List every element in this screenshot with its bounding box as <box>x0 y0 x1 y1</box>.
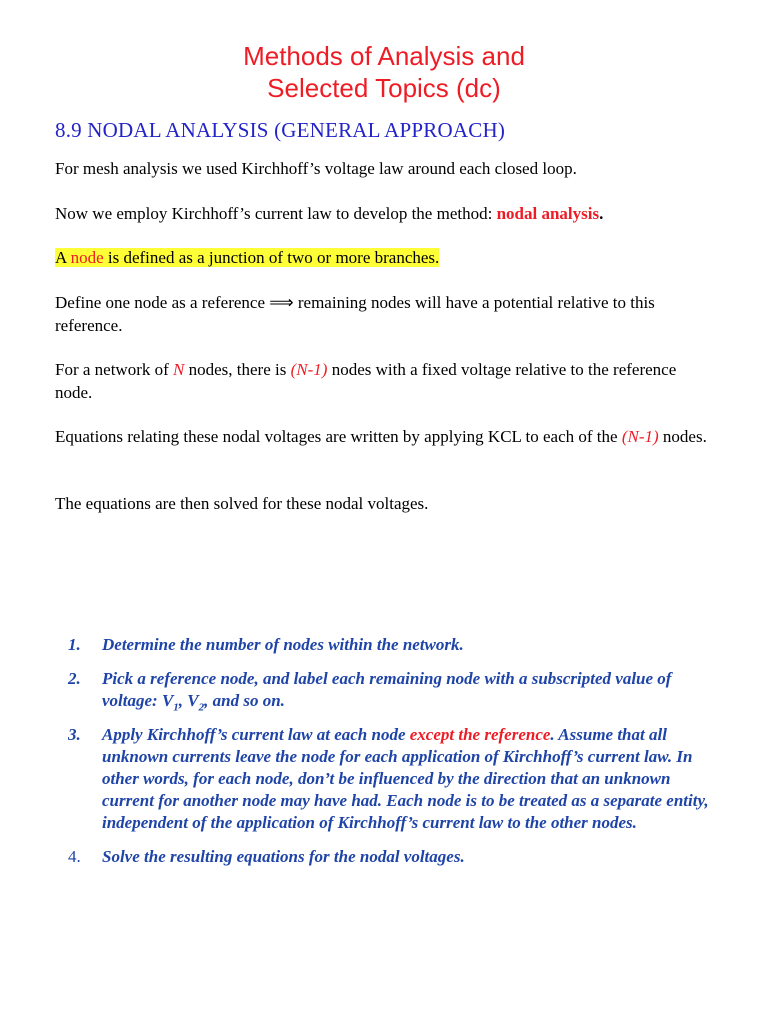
n-symbol: N <box>173 360 185 379</box>
step-2-sub-2: 2 <box>198 701 205 714</box>
paragraph-kcl <box>55 202 715 225</box>
n-minus-1-symbol: (N-1) <box>290 360 328 379</box>
equations-prefix: Equations relating these nodal voltages are written by applying KCL to each of the <box>55 427 622 446</box>
paragraph-node-definition <box>55 246 715 269</box>
paragraph-reference-node: Define one node as a reference ⟹ remaining nodes will have a potential relative to this reference. <box>55 293 655 335</box>
paragraph-kcl-period: . <box>599 204 604 223</box>
step-3-text-suffix: . Assume that all unknown currents leave the node for each application of Kirchhoff’s current law. In other words, for each node, don’t be influenced by the direction that an unknown current for another node may have had. Each node is to be treated as a separate entity, independent of the application of Kirchhoff’s current law to the other nodes. <box>102 725 709 832</box>
step-3-number: 3. <box>68 725 81 744</box>
step-1-number: 1. <box>68 635 81 654</box>
step-2-sub-1: 1 <box>173 701 179 714</box>
step-4-number: 4. <box>68 847 81 866</box>
network-nodes-mid: nodes, there is <box>184 360 291 379</box>
step-1 <box>68 634 718 656</box>
step-3 <box>68 724 718 834</box>
paragraph-network-nodes <box>55 358 715 404</box>
step-2-text-mid: , V <box>178 691 199 710</box>
page-title-line-1: Methods of Analysis and <box>243 41 525 71</box>
step-3-emphasis: except the reference <box>409 725 551 744</box>
section-heading: 8.9 NODAL ANALYSIS (GENERAL APPROACH) <box>55 118 506 142</box>
page-title-line-2: Selected Topics (dc) <box>267 73 501 103</box>
paragraph-mesh-analysis: For mesh analysis we used Kirchhoff’s voltage law around each closed loop. <box>55 159 577 178</box>
nodal-analysis-term: nodal analysis <box>496 204 600 223</box>
n-minus-1-symbol-2: (N-1) <box>621 427 659 446</box>
node-term: node <box>70 248 104 267</box>
step-2-text-prefix: Pick a reference node, and label each remaining node with a subscripted value of voltage: V <box>102 669 672 710</box>
step-4-text: Solve the resulting equations for the nodal voltages. <box>102 847 465 866</box>
network-nodes-suffix: nodes with a fixed voltage relative to the reference node. <box>55 360 677 402</box>
procedure-steps <box>68 634 718 880</box>
equations-suffix: nodes. <box>658 427 707 446</box>
step-2-number: 2. <box>68 669 81 688</box>
step-4 <box>68 846 718 868</box>
paragraph-equations-kcl <box>55 425 715 448</box>
paragraph-kcl-text: Now we employ Kirchhoff’s current law to develop the method: <box>55 204 497 223</box>
step-3-text-prefix: Apply Kirchhoff’s current law at each node <box>102 725 410 744</box>
step-1-text: Determine the number of nodes within the network. <box>102 635 464 654</box>
network-nodes-prefix: For a network of <box>55 360 174 379</box>
step-2-text-suffix: , and so on. <box>204 691 285 710</box>
node-def-suffix: is defined as a junction of two or more branches. <box>103 248 440 267</box>
paragraph-solve: The equations are then solved for these nodal voltages. <box>55 494 429 513</box>
step-2 <box>68 668 718 712</box>
node-def-prefix: A <box>55 248 71 267</box>
